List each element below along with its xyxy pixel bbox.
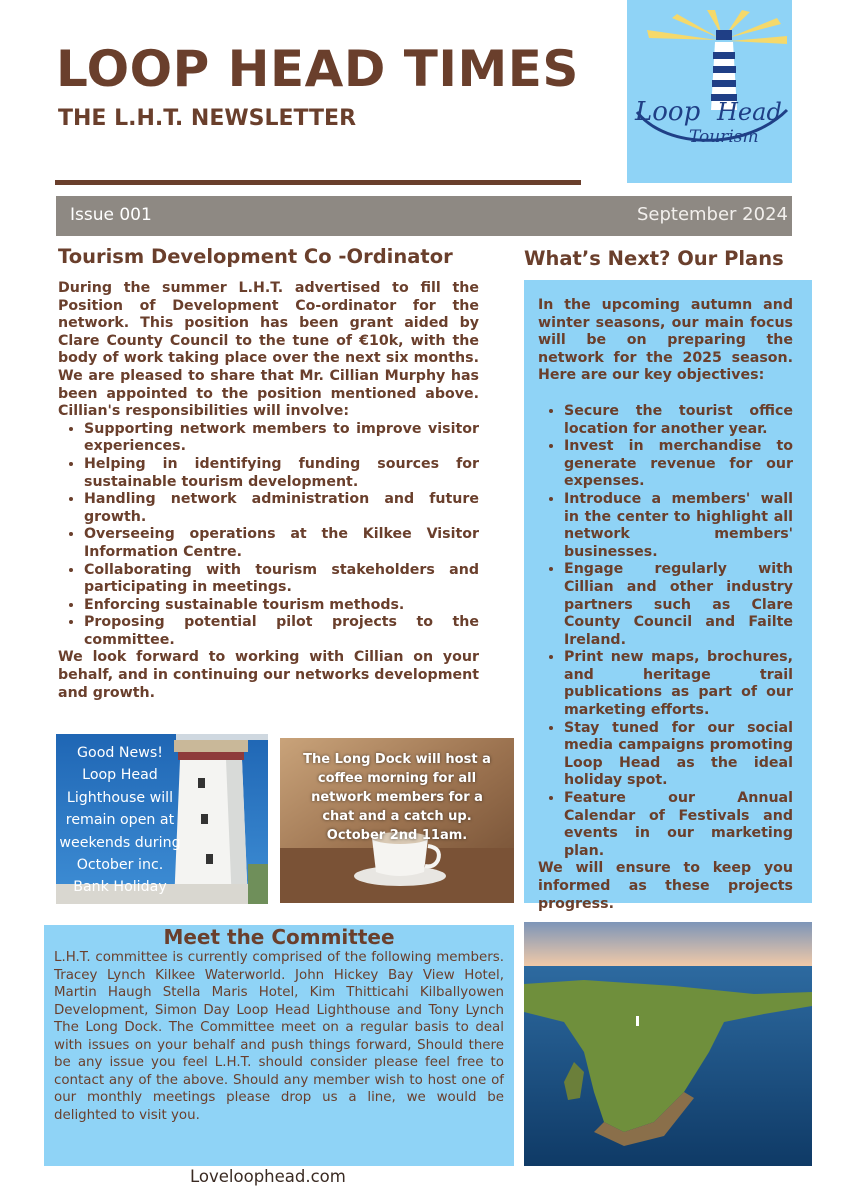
- logo-word-head: Head: [717, 98, 782, 126]
- committee-panel: [44, 925, 514, 1166]
- announcement-line: Loop Head: [82, 767, 158, 784]
- announcement-line: remain open at: [65, 812, 175, 829]
- loop-head-aerial-photo: [524, 922, 812, 1166]
- logo-word-tourism: Tourism: [689, 127, 759, 147]
- list-item: • Engage regularly with Cillian and other industry partners such as Clare County Council and Failte Ireland.: [564, 561, 793, 649]
- list-item: • Enforcing sustainable tourism methods.: [84, 597, 479, 615]
- committee-title: Meet the Committee: [163, 925, 395, 949]
- objectives-list: [538, 403, 793, 860]
- coffee-photo: [280, 738, 514, 903]
- responsibilities-list: [58, 421, 479, 650]
- announcement-line: Lighthouse will: [66, 789, 174, 806]
- announcement-line: chat and a catch up.: [322, 809, 472, 824]
- development-article: [58, 280, 479, 702]
- peninsula-image: [524, 922, 812, 1166]
- plans-section-title: What’s Next? Our Plans: [524, 247, 784, 270]
- list-item: • Collaborating with tourism stakeholders and participating in meetings.: [84, 562, 479, 597]
- newsletter-subtitle: THE L.H.T. NEWSLETTER: [58, 106, 357, 131]
- list-item: • Overseeing operations at the Kilkee Visitor Information Centre.: [84, 526, 479, 561]
- announcement-line: October inc.: [76, 857, 164, 874]
- plans-intro: In the upcoming autumn and winter seasons, our main focus will be on preparing the network for the 2025 season. Here are our key objectives:: [538, 297, 793, 384]
- development-intro: During the summer L.H.T. advertised to fill the Position of Development Co-ordinator for the network. This position has been grant aided by Clare County Council to the tune of €10k, with the body of work taking place over the next six months. We are pleased to share that Mr. Cillian Murphy has been appointed to the position mentioned above. Cillian's responsibilities will involve:: [58, 280, 479, 420]
- issue-bar: [56, 196, 792, 236]
- announcement-line: weekends during: [59, 834, 181, 851]
- list-item: • Helping in identifying funding sources for sustainable tourism development.: [84, 456, 479, 491]
- list-item: • Feature our Annual Calendar of Festivals and events in our marketing plan.: [564, 790, 793, 860]
- website-link[interactable]: Loveloophead.com: [190, 1167, 346, 1186]
- list-item: • Handling network administration and future growth.: [84, 491, 479, 526]
- logo-word-loop: Loop: [635, 97, 701, 127]
- announcement-line: October 2nd 11am.: [326, 828, 468, 843]
- announcement-line: coffee morning for all: [317, 771, 477, 786]
- issue-number: Issue 001: [70, 205, 152, 225]
- development-section-title: Tourism Development Co -Ordinator: [58, 245, 453, 268]
- loop-head-tourism-logo: [627, 0, 792, 183]
- list-item: • Supporting network members to improve visitor experiences.: [84, 421, 479, 456]
- plans-panel: [524, 280, 812, 912]
- plans-closing: We will ensure to keep you informed as these projects progress.: [538, 860, 793, 912]
- issue-date: September 2024: [636, 204, 788, 225]
- list-item: • Proposing potential pilot projects to the committee.: [84, 614, 479, 649]
- plans-article: [538, 297, 793, 913]
- announcement-line: The Long Dock will host a: [303, 752, 491, 767]
- announcement-line: Bank Holiday: [73, 879, 167, 896]
- list-item: • Stay tuned for our social media campaigns promoting Loop Head as the ideal holiday spot.: [564, 720, 793, 790]
- lighthouse-announcement: [56, 742, 184, 899]
- list-item: • Secure the tourist office location for another year.: [564, 403, 793, 438]
- committee-text: L.H.T. committee is currently comprised of the following members. Tracey Lynch Kilkee Waterworld. John Hickey Bay View Hotel, Martin Haugh Stella Maris Hotel, Kim Thitticahi Kilballyowen Development, Simon Day Loop Head Lighthouse and Tony Lynch The Long Dock. The Committee meet on a regular basis to deal with issues on your behalf and push things forward, Should there be any issue you feel L.H.T. should consider please feel free to contact any of the above. Should any member wish to host one of our monthly meetings please drop us a line, we would be delighted to visit you.: [54, 950, 504, 1123]
- list-item: • Print new maps, brochures, and heritage trail publications as part of our marketing efforts.: [564, 649, 793, 719]
- coffee-morning-announcement: [288, 750, 506, 845]
- list-item: • Introduce a members' wall in the center to highlight all network members' businesses.: [564, 491, 793, 561]
- lighthouse-logo-icon: [627, 0, 792, 183]
- newsletter-title: LOOP HEAD TIMES: [56, 40, 579, 98]
- lighthouse-photo: [56, 734, 268, 904]
- announcement-line: Good News!: [77, 745, 163, 761]
- development-closing: We look forward to working with Cillian on your behalf, and in continuing our networks development and growth.: [58, 649, 479, 701]
- masthead-divider: [55, 180, 581, 185]
- list-item: • Invest in merchandise to generate revenue for our expenses.: [564, 438, 793, 491]
- announcement-line: network members for a: [311, 790, 483, 805]
